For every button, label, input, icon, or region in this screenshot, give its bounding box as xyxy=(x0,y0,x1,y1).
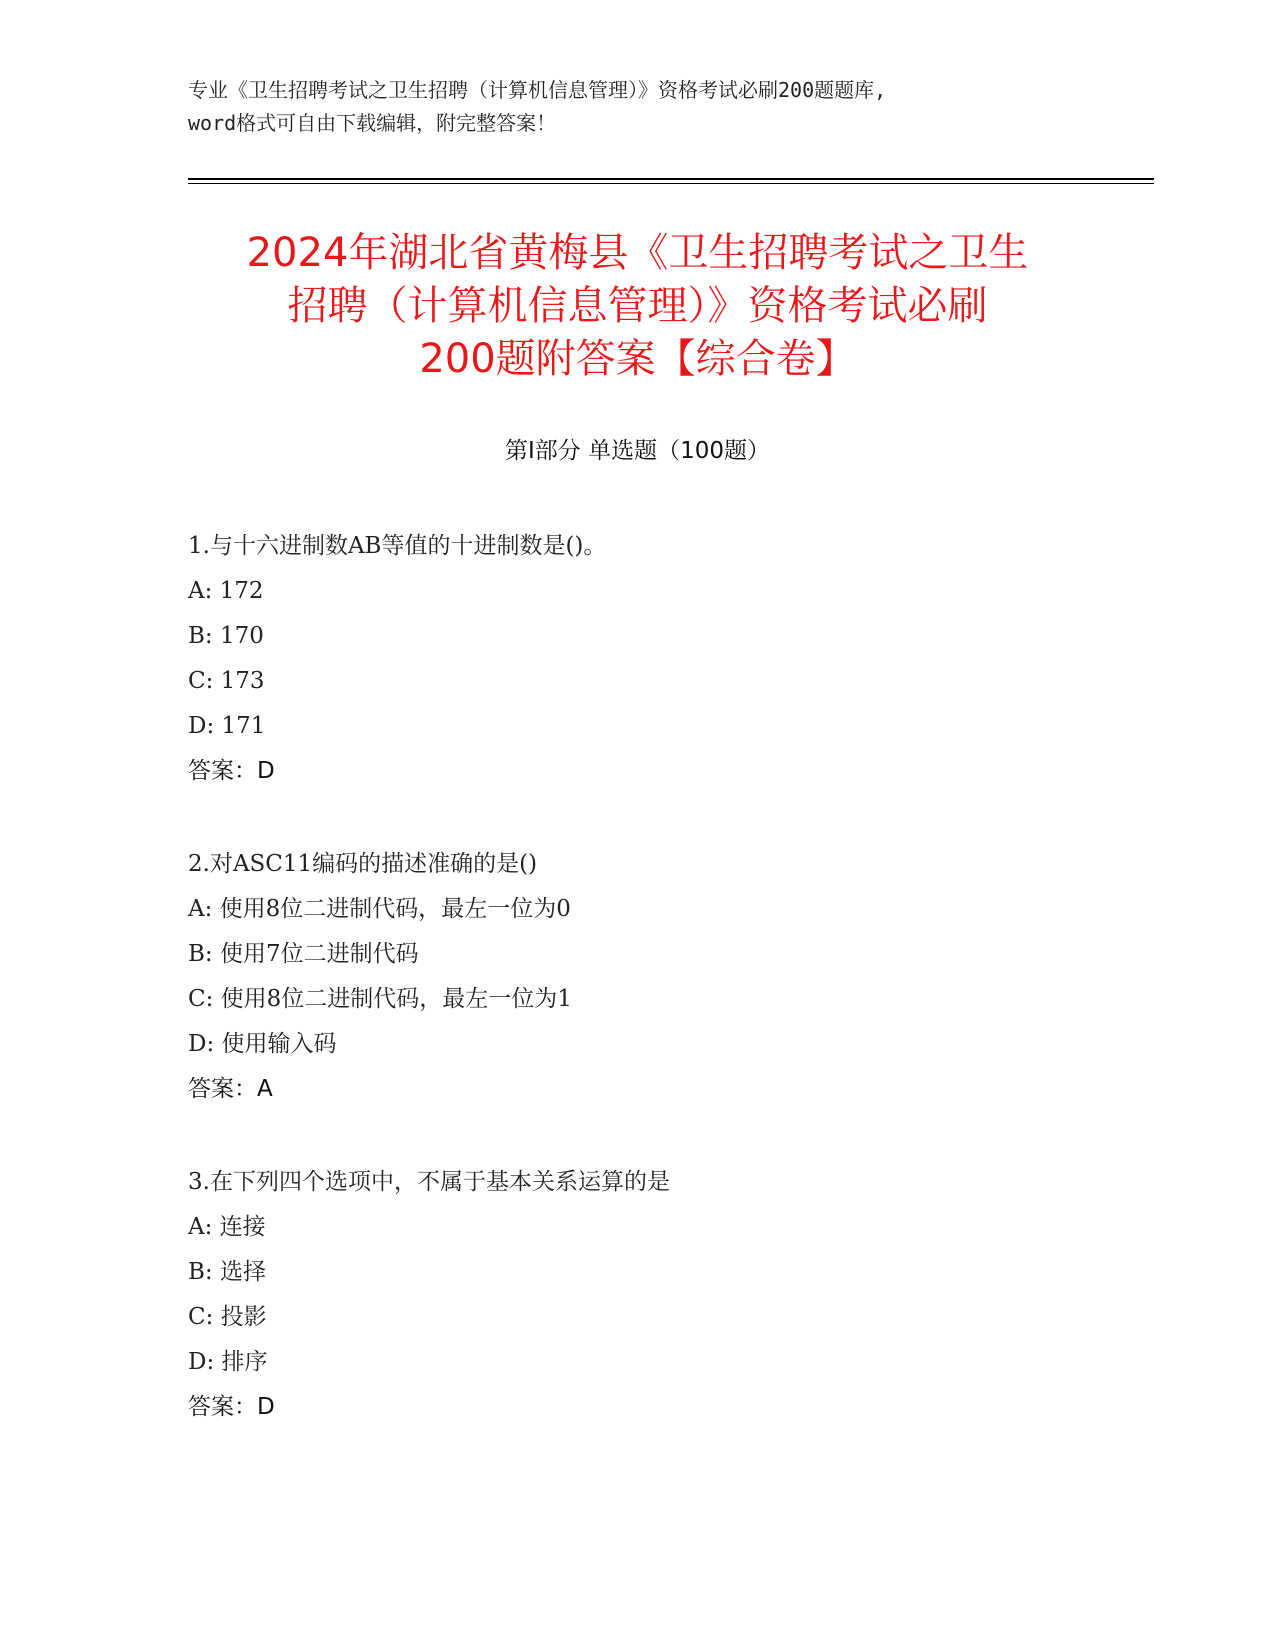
question-3 xyxy=(188,1160,1088,1430)
option-a: A: 连接 xyxy=(188,1214,266,1240)
document-title-line-3: 200题附答案【综合卷】 xyxy=(419,336,856,382)
header-note-line-2: word格式可自由下载编辑，附完整答案！ xyxy=(188,111,557,135)
question-1 xyxy=(188,524,1088,794)
section-heading: 第Ⅰ部分 单选题（100题） xyxy=(505,438,770,464)
option-c: C: 173 xyxy=(188,668,265,694)
option-a: A: 172 xyxy=(188,578,264,604)
answer-line: 答案：A xyxy=(188,1076,273,1102)
question-stem: 3.在下列四个选项中，不属于基本关系运算的是 xyxy=(188,1169,670,1195)
header-divider-thin xyxy=(188,183,1154,184)
option-d: D: 171 xyxy=(188,713,266,739)
document-title-line-1: 2024年湖北省黄梅县《卫生招聘考试之卫生 xyxy=(246,230,1029,276)
answer-line: 答案：D xyxy=(188,1394,275,1420)
document-title xyxy=(120,227,1155,386)
option-c: C: 使用8位二进制代码，最左一位为1 xyxy=(188,986,572,1012)
document-title-line-2: 招聘（计算机信息管理）》资格考试必刷 xyxy=(287,283,988,329)
option-b: B: 选择 xyxy=(188,1259,266,1285)
option-d: D: 排序 xyxy=(188,1349,268,1375)
option-b: B: 使用7位二进制代码 xyxy=(188,941,419,967)
question-2 xyxy=(188,842,1088,1112)
header-note-line-1: 专业《卫生招聘考试之卫生招聘（计算机信息管理）》资格考试必刷200题题库, xyxy=(188,78,887,102)
option-a: A: 使用8位二进制代码，最左一位为0 xyxy=(188,896,571,922)
option-b: B: 170 xyxy=(188,623,264,649)
option-d: D: 使用输入码 xyxy=(188,1031,337,1057)
question-stem: 2.对ASC11编码的描述准确的是() xyxy=(188,851,538,877)
answer-line: 答案：D xyxy=(188,758,275,784)
option-c: C: 投影 xyxy=(188,1304,267,1330)
header-note xyxy=(188,74,1088,140)
question-stem: 1.与十六进制数AB等值的十进制数是()。 xyxy=(188,533,607,559)
header-divider-thick xyxy=(188,178,1154,180)
